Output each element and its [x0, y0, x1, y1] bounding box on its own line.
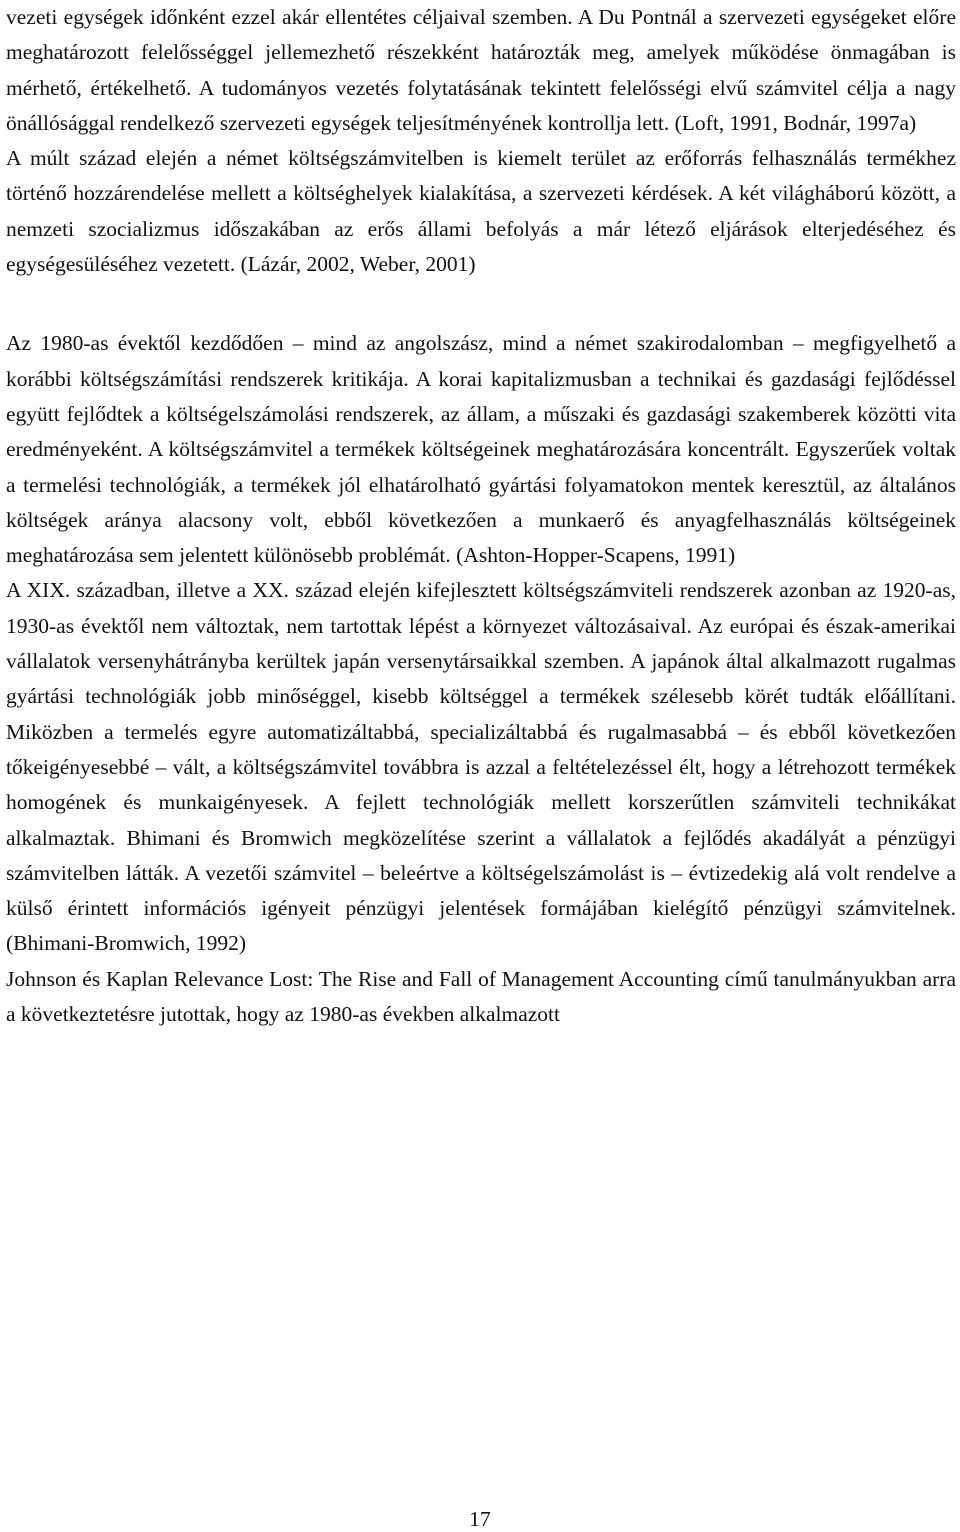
paragraph-johnson-kaplan: Johnson és Kaplan Relevance Lost: The Rise and Fall of Management Accounting című tanulmányukban arra a következtetésre jutottak, hogy az 1980-as években alkalmazott	[6, 966, 956, 1027]
paragraph-german-cost-accounting: A múlt század elején a német költségszámvitelben is kiemelt terület az erőforrás felhasználás termékhez történő hozzárendelése mellett a költséghelyek kialakítása, a szervezeti kérdések. A két világháború között, a nemzeti szocializmus időszakában az erős állami befolyás a már létező eljárások elterjedéséhez és egységesüléséhez vezetett. (Lázár, 2002, Weber, 2001)	[6, 146, 956, 277]
paragraph-spacer	[6, 282, 956, 326]
paragraph-19th-century-systems: A XIX. században, illetve a XX. század elején kifejlesztett költségszámviteli rendszerek azonban az 1920-as, 1930-as évektől nem változtak, nem tartottak lépést a környezet változásaival. Az európai és észak-amerikai vállalatok versenyhátrányba kerültek japán versenytársaikkal szemben. A japánok által alkalmazott rugalmas gyártási technológiák jobb minőséggel, kisebb költséggel a termékek szélesebb körét tudták előállítani. Miközben a termelés egyre automatizáltabbá, specializáltabbá és rugalmasabbá – és ebből következően tőkeigényesebbé – vált, a költségszámvitel továbbra is azzal a feltételezéssel élt, hogy a létrehozott termékek homogének és munkaigényesek. A fejlett technológiák mellett korszerűtlen számviteli technikákat alkalmaztak. Bhimani és Bromwich megközelítése szerint a vállalatok a fejlődés akadályát a pénzügyi számvitelben látták. A vezetői számvitel – beleértve a költségelszámolást is – évtizedekig alá volt rendelve a külső érintett információs igényeit pénzügyi jelentések formájában kielégítő pénzügyi számvitelnek. (Bhimani-Bromwich, 1992)	[6, 578, 956, 956]
page-number: 17	[469, 1507, 491, 1531]
document-page	[6, 0, 956, 1032]
paragraph-1980s-criticism: Az 1980-as évektől kezdődően – mind az angolszász, mind a német szakirodalomban – megfigyelhető a korábbi költségszámítási rendszerek kritikája. A korai kapitalizmusban a technikai és gazdasági fejlődéssel együtt fejlődtek a költségelszámolási rendszerek, az állam, a műszaki és gazdasági szakemberek közötti vita eredményeként. A költségszámvitel a termékek költségeinek meghatározására koncentrált. Egyszerűek voltak a termelési technológiák, a termékek jól elhatárolható gyártási folyamatokon mentek keresztül, az általános költségek aránya alacsony volt, ebből következően a munkaerő és anyagfelhasználás költségeinek meghatározása sem jelentett különösebb problémát. (Ashton-Hopper-Scapens, 1991)	[6, 331, 956, 568]
paragraph-du-pont: vezeti egységek időnként ezzel akár ellentétes céljaival szemben. A Du Pontnál a szervezeti egységeket előre meghatározott felelősséggel jellemezhető részekként határozták meg, amelyek működése önmagában is mérhető, értékelhető. A tudományos vezetés folytatásának tekintett felelősségi elvű számvitel célja a nagy önállósággal rendelkező szervezeti egységek teljesítményének kontrollja lett. (Loft, 1991, Bodnár, 1997a)	[6, 5, 956, 135]
